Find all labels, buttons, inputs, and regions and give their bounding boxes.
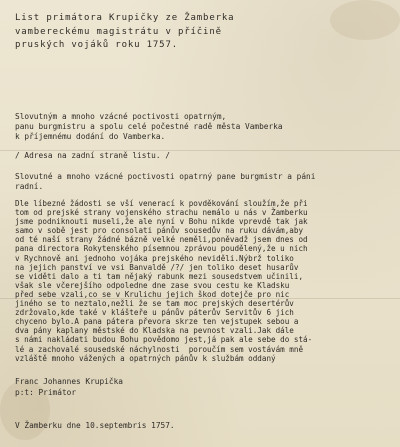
letter-body [15,199,394,363]
salutation [15,172,394,192]
body-line: Dle líbezné žádosti se vší venerací k povděkování sloužím,že při [15,199,308,208]
body-line: před sebe vzali,co se v Krulichu jejich škod dotejče pro nic [15,289,290,299]
body-line: vzláště mnoho vážených a opatrných pánův k službám oddaný [15,353,276,363]
body-line: na jejich panství ve vsi Banvaldě /?/ jen toliko deset husarův [15,262,299,272]
address-line: / Adresa na zadní straně listu. / [15,151,170,161]
body-line: se viděti dalo a ti tam nějaký rabunk mezi sousedstvem učinili, [15,271,304,281]
date-text: V Žamberku dne 10.septembris 1757. [15,421,175,430]
date-line [15,420,394,431]
title-line: List primátora Krupičky ze Žamberka [15,13,235,23]
title-line: vambereckému magistrátu v příčině [15,26,222,37]
body-line: dva pány kaplany městské do Kladska na pevnost vzali.Jak dále [15,326,294,336]
body-line: lé a zachovalé sousedské náchylnosti poroučím sem vostávám mně [15,344,304,354]
address-block [15,112,394,161]
address-line: k příjemnému dodání do Vamberka. [15,131,166,141]
body-line: jiného se to neztalo,nežli že se tam moc prejských desertérův [15,299,294,309]
body-line: tom od prejské strany vojenského strachu nemálo u nás v Žamberku [15,208,308,218]
address-line: Slovutným a mnoho vzácné poctivosti opatrným, [15,112,227,121]
body-line: v Rychnově ani jednoho vojáka prejského neviděli.Nýbrž toliko [15,253,294,263]
body-line: s námi nakládati budou Bohu povědomo jest,já pak ale sebe do stá- [15,335,313,345]
document-title [15,12,394,53]
signature-name: Franc Johannes Krupička [15,377,123,386]
signature-block [15,376,394,398]
body-line: pana directora Rokytenského písemnou zprávou poudělený,že u nich [15,244,308,254]
body-line: jsme podniknouti museli,že ale nyní v Bohu nikde vprevdě tak jak [15,217,308,227]
salutation-line: Slovutné a mnoho vzácné poctivosti opatrný pane burgmistr a páni [15,172,316,181]
title-line: pruských vojáků roku 1757. [15,40,178,50]
body-line: od té naší strany žádné bázně velké neměli,poněvadž jsem dnes od [15,235,308,245]
address-line [15,141,394,151]
body-line: zdržovalo,kde také v klášteře u pánův páterův Servitův 6 jich [15,308,294,318]
body-line: však sle včerejšího odpoledne dne zase svou cestu ke Kladsku [15,280,290,290]
address-line: panu burgmistru a spolu celé počestné radě města Vamberka [15,121,283,131]
signature-title: p:t: Primátor [15,388,77,397]
body-line: chyceno bylo.A pana pátera převora skrze ten vejstupek sebou a [15,317,299,327]
salutation-line: radní. [15,181,44,191]
body-line: samo v sobě jest pro consolati pánův sousedův na ruku dávám,aby [15,226,304,236]
